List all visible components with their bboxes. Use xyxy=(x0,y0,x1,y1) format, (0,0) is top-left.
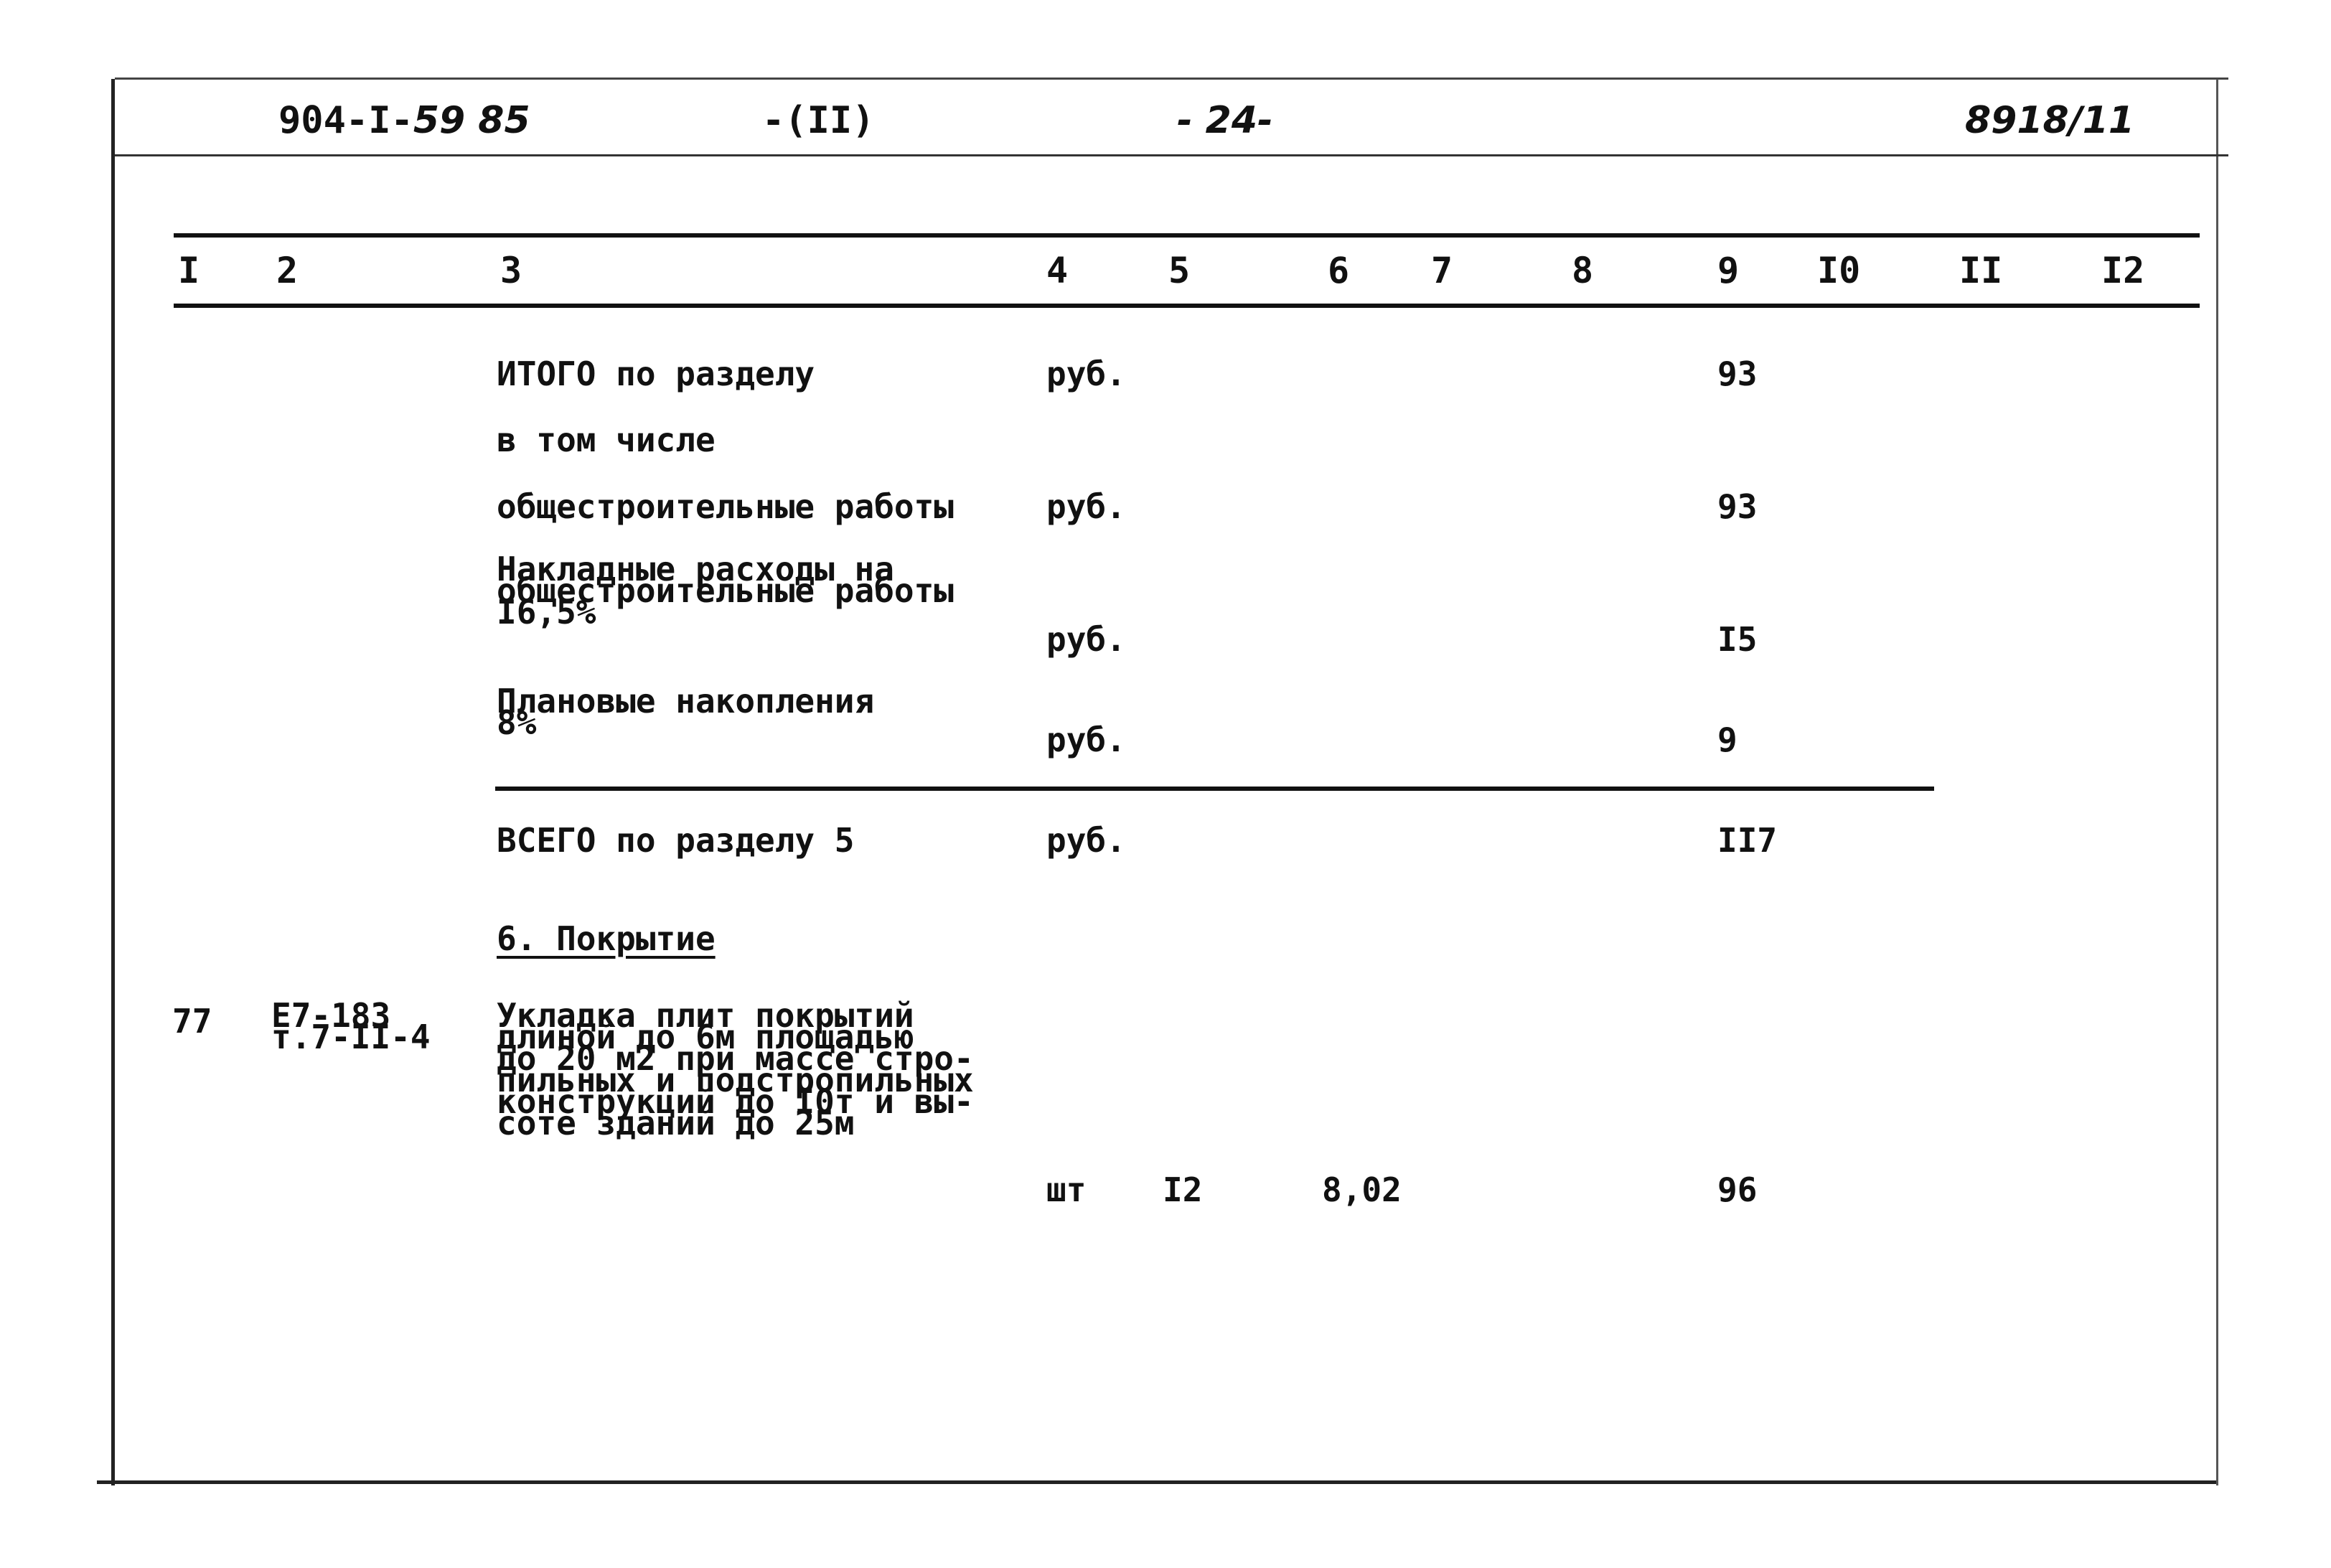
doc-part: -(II) xyxy=(762,99,875,142)
header-divider xyxy=(115,154,2228,156)
item-77-total: 96 xyxy=(1717,1170,1758,1209)
row-itogo-unit: руб. xyxy=(1046,355,1126,393)
item-77-number: 77 xyxy=(172,1002,212,1041)
doc-code-prefix: 904-I- xyxy=(278,99,413,142)
row-plan-value: 9 xyxy=(1717,720,1737,759)
section-title: 6. Покрытие xyxy=(497,919,716,958)
row-obsh-value: 93 xyxy=(1717,487,1758,526)
item-77-quantity: I2 xyxy=(1163,1170,1203,1209)
item-77-description: Укладка плит покрытий длиной до 6м площадью до 20 м2 при массе стро- пильных и подстропильных конструкций до I0т и вы- соте зданий до 25м xyxy=(497,996,974,1142)
col-header-4: 4 xyxy=(1046,250,1069,291)
col-header-1: I xyxy=(178,250,200,291)
col-header-3: 3 xyxy=(500,250,522,291)
col-header-6: 6 xyxy=(1328,250,1350,291)
col-header-12: I2 xyxy=(2101,250,2145,291)
row-v-tom-chisle-label: в том числе xyxy=(497,421,716,459)
doc-code xyxy=(278,99,530,142)
frame-left-border xyxy=(111,79,115,1485)
doc-code-handwritten: 59 85 xyxy=(413,99,530,142)
row-nakl-value: I5 xyxy=(1717,620,1758,659)
row-nakl-label: Накладные расходы на общестроительные работы I6,5% xyxy=(497,550,954,632)
table-top-rule xyxy=(174,233,2200,238)
col-header-10: I0 xyxy=(1817,250,1861,291)
row-vsego-value: II7 xyxy=(1717,821,1778,860)
page-number: - 24- xyxy=(1177,99,1273,142)
row-nakl-unit: руб. xyxy=(1046,620,1126,659)
frame-right-border xyxy=(2216,79,2218,1485)
frame-top-border xyxy=(115,78,2228,80)
row-plan-unit: руб. xyxy=(1046,720,1126,759)
item-77-unit: шт xyxy=(1046,1170,1087,1209)
row-plan-label: Плановые накопления 8% xyxy=(497,682,875,742)
col-header-5: 5 xyxy=(1168,250,1191,291)
row-obsh-label: общестроительные работы xyxy=(497,487,954,526)
row-obsh-unit: руб. xyxy=(1046,487,1126,526)
col-header-8: 8 xyxy=(1572,250,1594,291)
item-77-code: Е7-183 т.7-II-4 xyxy=(271,996,431,1056)
col-header-11: II xyxy=(1959,250,2003,291)
row-vsego-unit: руб. xyxy=(1046,821,1126,860)
table-header-rule xyxy=(174,304,2200,308)
total-separator-rule xyxy=(495,787,1934,791)
row-itogo-label: ИТОГО по разделу xyxy=(497,355,815,393)
row-vsego-label: ВСЕГО по разделу 5 xyxy=(497,821,855,860)
doc-reference: 8918/11 xyxy=(1965,99,2135,142)
frame-bottom-border xyxy=(97,1480,2218,1484)
col-header-7: 7 xyxy=(1431,250,1453,291)
col-header-2: 2 xyxy=(276,250,299,291)
row-itogo-value: 93 xyxy=(1717,355,1758,393)
item-77-price: 8,02 xyxy=(1322,1170,1402,1209)
col-header-9: 9 xyxy=(1717,250,1740,291)
